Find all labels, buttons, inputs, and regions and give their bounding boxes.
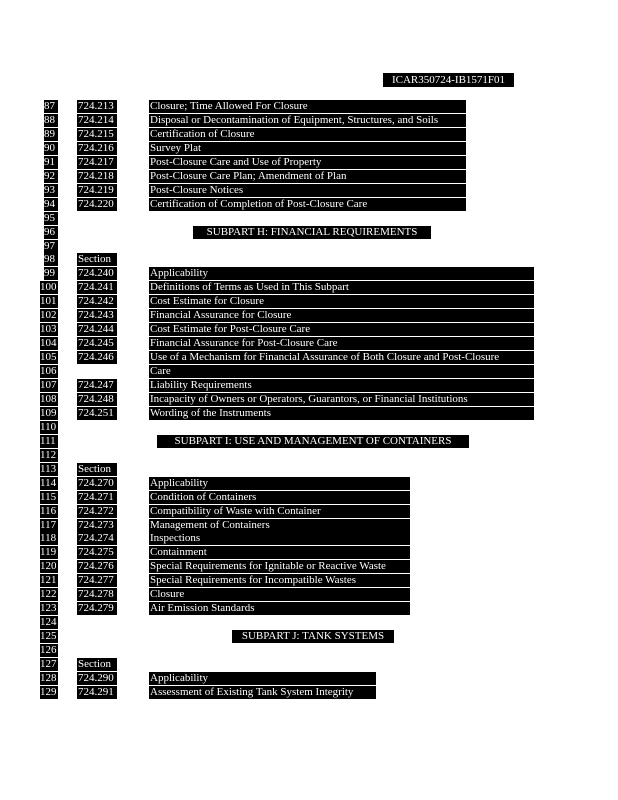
section-title: Closure; Time Allowed For Closure xyxy=(149,100,466,113)
line-number: 112 xyxy=(40,448,57,461)
section-number: 724.215 xyxy=(77,128,117,141)
line-number: 90 xyxy=(44,142,58,155)
line-number: 123 xyxy=(40,602,57,615)
line-number: 94 xyxy=(44,198,58,211)
line-number: 87 xyxy=(44,100,58,113)
section-number: 724.273 xyxy=(77,519,117,532)
line-number: 107 xyxy=(40,379,57,391)
line-number: 93 xyxy=(44,184,58,197)
line-number: 102 xyxy=(40,309,57,322)
line-number: 92 xyxy=(44,170,58,183)
section-number: 724.271 xyxy=(77,491,117,504)
section-number: 724.278 xyxy=(77,588,117,601)
section-title: Survey Plat xyxy=(149,142,466,155)
section-number: 724.218 xyxy=(77,170,117,183)
line-number: 110 xyxy=(40,420,57,433)
section-number: 724.291 xyxy=(77,686,117,699)
line-number: 127 xyxy=(40,658,57,670)
section-number: 724.220 xyxy=(77,198,117,211)
subpart-heading: SUBPART H: FINANCIAL REQUIREMENTS xyxy=(193,226,431,239)
section-number: 724.217 xyxy=(77,156,117,169)
section-number: 724.276 xyxy=(77,560,117,573)
line-number: 118 xyxy=(40,532,57,545)
subpart-heading: SUBPART I: USE AND MANAGEMENT OF CONTAINERS xyxy=(157,435,469,448)
section-title: Cost Estimate for Closure xyxy=(149,295,534,308)
section-title: Use of a Mechanism for Financial Assurance of Both Closure and Post-Closure xyxy=(149,351,534,364)
section-number: 724.277 xyxy=(77,574,117,587)
section-column-header: Section xyxy=(77,253,117,266)
line-number: 108 xyxy=(40,392,57,405)
section-number: 724.247 xyxy=(77,379,117,392)
section-number: 724.242 xyxy=(77,295,117,308)
section-number: 724.251 xyxy=(77,407,117,420)
section-title: Disposal or Decontamination of Equipment, Structures, and Soils xyxy=(149,114,466,127)
section-title: Certification of Closure xyxy=(149,128,466,141)
line-number: 101 xyxy=(40,295,57,308)
section-column-header: Section xyxy=(77,658,117,671)
line-number: 99 xyxy=(44,267,58,280)
line-number: 100 xyxy=(40,281,57,294)
section-title: Liability Requirements xyxy=(149,379,534,392)
section-title: Definitions of Terms as Used in This Subpart xyxy=(149,281,534,294)
section-number: 724.272 xyxy=(77,505,117,518)
section-title: Certification of Completion of Post-Closure Care xyxy=(149,198,466,211)
section-title: Financial Assurance for Post-Closure Care xyxy=(149,337,534,350)
section-title: Wording of the Instruments xyxy=(149,407,534,420)
line-number: 124 xyxy=(40,616,57,629)
line-number: 117 xyxy=(40,518,57,531)
section-title: Applicability xyxy=(149,477,410,490)
section-title: Post-Closure Notices xyxy=(149,184,466,197)
line-number: 122 xyxy=(40,588,57,601)
section-title: Post-Closure Care and Use of Property xyxy=(149,156,466,169)
line-number: 95 xyxy=(44,212,58,225)
line-number: 88 xyxy=(44,114,58,127)
document-id: ICAR350724-IB1571F01 xyxy=(383,73,514,87)
line-number: 113 xyxy=(40,462,57,475)
line-number: 105 xyxy=(40,351,57,364)
section-number: 724.275 xyxy=(77,546,117,559)
line-number: 129 xyxy=(40,685,57,698)
line-number: 91 xyxy=(44,156,58,169)
subpart-heading: SUBPART J: TANK SYSTEMS xyxy=(232,630,394,643)
line-number: 104 xyxy=(40,337,57,350)
section-number: 724.246 xyxy=(77,351,117,364)
line-number: 98 xyxy=(44,253,58,266)
section-title: Post-Closure Care Plan; Amendment of Plan xyxy=(149,170,466,183)
section-number: 724.240 xyxy=(77,267,117,280)
line-number: 96 xyxy=(44,226,58,239)
section-title: Condition of Containers xyxy=(149,491,410,504)
line-number: 121 xyxy=(40,574,57,587)
section-title: Management of Containers xyxy=(149,519,410,532)
section-number: 724.244 xyxy=(77,323,117,336)
section-title: Containment xyxy=(149,546,410,559)
line-number: 116 xyxy=(40,504,57,517)
section-title: Special Requirements for Ignitable or Reactive Waste xyxy=(149,560,410,573)
section-number: 724.219 xyxy=(77,184,117,197)
section-number: 724.279 xyxy=(77,602,117,615)
section-number: 724.248 xyxy=(77,393,117,406)
line-number: 109 xyxy=(40,406,57,419)
section-number: 724.213 xyxy=(77,100,117,113)
section-title: Closure xyxy=(149,588,410,601)
section-title: Financial Assurance for Closure xyxy=(149,309,534,322)
section-title: Inspections xyxy=(149,532,410,545)
line-number: 114 xyxy=(40,476,57,489)
line-number: 128 xyxy=(40,671,57,684)
section-number: 724.274 xyxy=(77,532,117,545)
line-number: 119 xyxy=(40,546,57,559)
section-title: Care xyxy=(149,365,534,378)
section-number: 724.243 xyxy=(77,309,117,322)
line-number: 97 xyxy=(44,240,58,253)
line-number: 125 xyxy=(40,630,57,643)
section-title: Compatibility of Waste with Container xyxy=(149,505,410,518)
section-number: 724.270 xyxy=(77,477,117,490)
section-title: Cost Estimate for Post-Closure Care xyxy=(149,323,534,336)
section-title: Applicability xyxy=(149,267,534,280)
section-title: Applicability xyxy=(149,672,376,685)
line-number: 106 xyxy=(40,365,57,378)
section-title: Special Requirements for Incompatible Wastes xyxy=(149,574,410,587)
section-number: 724.241 xyxy=(77,281,117,294)
line-number: 111 xyxy=(40,435,58,448)
section-title: Air Emission Standards xyxy=(149,602,410,615)
section-number: 724.216 xyxy=(77,142,117,155)
section-number: 724.245 xyxy=(77,337,117,350)
line-number: 103 xyxy=(40,323,57,336)
line-number: 115 xyxy=(40,490,57,503)
line-number: 120 xyxy=(40,560,57,573)
section-title: Assessment of Existing Tank System Integrity xyxy=(149,686,376,699)
line-number: 89 xyxy=(44,128,58,141)
section-number: 724.290 xyxy=(77,672,117,685)
section-number: 724.214 xyxy=(77,114,117,127)
section-column-header: Section xyxy=(77,463,117,476)
line-number: 126 xyxy=(40,644,57,657)
section-title: Incapacity of Owners or Operators, Guarantors, or Financial Institutions xyxy=(149,393,534,406)
